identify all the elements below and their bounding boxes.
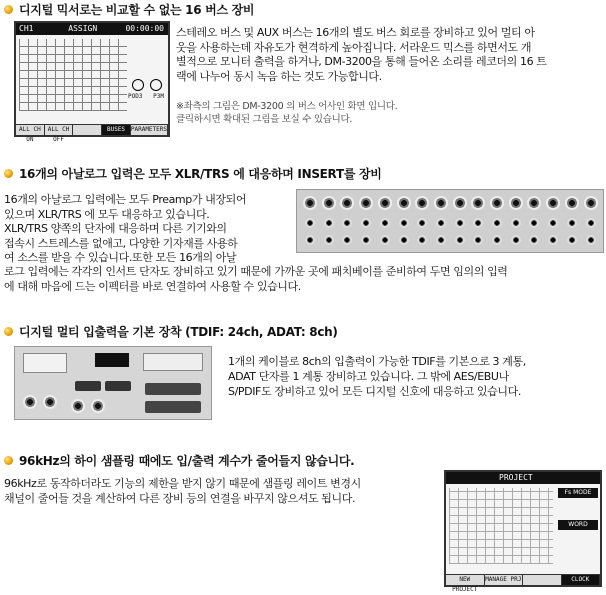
insert-jack-icon	[324, 235, 334, 245]
xlr-jack-icon	[378, 196, 392, 210]
section-3-body	[228, 354, 604, 399]
trs-jack-icon	[342, 218, 352, 228]
xlr-jack-icon	[322, 196, 336, 210]
bullet-icon	[4, 456, 13, 465]
insert-jack-icon	[380, 235, 390, 245]
screen-tabbar	[446, 574, 600, 593]
insert-jack-icon	[511, 235, 521, 245]
trs-jack-icon	[492, 218, 502, 228]
screen-tab: ALL CH OFF	[45, 125, 74, 135]
body-line: 로그 입력에는 각각의 인서트 단자도 장비하고 있기 때문에 가까운 곳에 패치베이를 준비하여 두면 임의의 입력	[4, 265, 508, 278]
trs-jack-icon	[380, 218, 390, 228]
project-clock-screen-image[interactable]	[444, 470, 602, 593]
trs-jack-icon	[324, 218, 334, 228]
xlr-jack-icon	[434, 196, 448, 210]
screen-tab: ALL CH ON	[16, 125, 45, 135]
section-4-body	[4, 477, 436, 506]
body-line: S/PDIF도 장비하고 있어 모든 디지털 신호에 대응하고 있습니다.	[228, 385, 521, 398]
bullet-icon	[4, 327, 13, 336]
screen-tab: NEW PROJECT	[446, 575, 485, 585]
insert-jack-icon	[548, 235, 558, 245]
xlr-jack-icon	[397, 196, 411, 210]
body-line: 랙에 나누어 동시 녹음 하는 것도 가능합니다.	[176, 69, 382, 83]
screen-channel-label: CH1	[19, 24, 34, 33]
screen-tab: MANAGE PRJ	[485, 576, 522, 583]
xlr-jack-icon	[453, 196, 467, 210]
trs-jack-icon	[529, 218, 539, 228]
assign-grid	[19, 39, 127, 111]
body-line: 에 대해 마음에 드는 이펙터를 바로 연결하여 사용할 수 있습니다.	[4, 279, 301, 293]
knob-icon	[150, 79, 162, 91]
trs-jack-icon	[305, 218, 315, 228]
body-line: 접속시 스트레스를 없애고, 다양한 기자재를 사용하	[4, 236, 238, 250]
section-4-heading	[4, 452, 354, 469]
knob-label: P3M	[153, 93, 164, 100]
note-line: 클릭하시면 확대된 그림을 보실 수 있습니다.	[176, 114, 353, 125]
screen-tab	[523, 575, 562, 585]
xlr-jack-icon	[340, 196, 354, 210]
screen-tab: CLOCK	[562, 575, 601, 585]
insert-jack-icon	[492, 235, 502, 245]
fs-mode-label: Fs MODE	[558, 488, 598, 498]
bullet-icon	[4, 5, 13, 14]
xlr-jack-icon	[303, 196, 317, 210]
xlr-jack-icon	[415, 196, 429, 210]
xlr-jack-icon	[490, 196, 504, 210]
bus-assign-screen-image[interactable]	[14, 21, 170, 143]
section-3-title: 디지털 멀티 입출력을 기본 장착 (TDIF: 24ch, ADAT: 8ch)	[19, 325, 338, 339]
trs-jack-icon	[567, 218, 577, 228]
xlr-jack-icon	[471, 196, 485, 210]
xlr-jack-icon	[565, 196, 579, 210]
screen-knobs	[128, 93, 164, 100]
xlr-jack-icon	[584, 196, 598, 210]
trs-jack-icon	[586, 218, 596, 228]
insert-jack-icon	[417, 235, 427, 245]
trs-jack-icon	[436, 218, 446, 228]
body-line: ADAT 단자를 1 계통 장비하고 있습니다. 그 밖에 AES/EBU나	[228, 370, 509, 383]
body-line: 있으며 XLR/TRS 에 모두 대응하고 있습니다.	[4, 207, 210, 221]
trs-jack-icon	[511, 218, 521, 228]
xlr-jack-icon	[546, 196, 560, 210]
screen-tab: PARAMETERS	[130, 126, 167, 133]
section-1-title: 디지털 믹서로는 비교할 수 없는 16 버스 장비	[19, 3, 255, 17]
section-1-body	[176, 26, 604, 84]
insert-jack-icon	[473, 235, 483, 245]
section-2-heading	[4, 165, 382, 182]
insert-jack-icon	[305, 235, 315, 245]
trs-jack-icon	[455, 218, 465, 228]
section-3-heading	[4, 323, 338, 340]
body-line: XLR/TRS 양쪽의 단자에 대응하며 다른 기기와의	[4, 222, 227, 235]
trs-jack-icon	[417, 218, 427, 228]
body-line: 채널이 줄어들 것을 계산하여 다른 장비 등의 연결을 바꾸지 않으셔도 됩니다.	[4, 491, 356, 505]
body-line: 1개의 케이블로 8ch의 입출력이 가능한 TDIF를 기본으로 3 계통,	[228, 355, 526, 368]
screen-clock: 00:00:00	[125, 24, 164, 33]
body-line: 웃을 사용하는데 자유도가 현격하게 높아집니다. 서라운드 믹스를 하면서도 개	[176, 40, 532, 54]
body-line: 스테레오 버스 및 AUX 버스는 16개의 별도 버스 회로를 장비하고 있어 멀티 아	[176, 26, 535, 39]
insert-jack-icon	[436, 235, 446, 245]
insert-jack-icon	[586, 235, 596, 245]
screen-title: PROJECT	[499, 473, 533, 482]
trs-jack-icon	[361, 218, 371, 228]
trs-jack-icon	[548, 218, 558, 228]
screen-tab	[73, 125, 102, 135]
screen-tab: BUSES	[102, 125, 131, 135]
section-4-title: 96kHz의 하이 샘플링 때에도 입/출력 계수가 줄어들지 않습니다.	[19, 454, 355, 468]
knob-icon	[132, 79, 144, 91]
bullet-icon	[4, 169, 13, 178]
body-line: 여 소스를 받을 수 있습니다.또한 모든 16개의 아날	[4, 251, 237, 264]
clock-grid	[449, 488, 553, 564]
insert-jack-icon	[567, 235, 577, 245]
section-2-body-wrapped	[4, 193, 294, 266]
screen-tabbar	[16, 124, 168, 143]
analog-input-panel-image	[296, 189, 604, 253]
insert-jack-icon	[361, 235, 371, 245]
insert-jack-icon	[455, 235, 465, 245]
xlr-jack-icon	[509, 196, 523, 210]
trs-jack-icon	[473, 218, 483, 228]
insert-jack-icon	[342, 235, 352, 245]
screen-title: ASSIGN	[68, 24, 98, 33]
knob-label: POD3	[128, 93, 143, 100]
section-2-title: 16개의 아날로그 입력은 모두 XLR/TRS 에 대응하며 INSERT를 장비	[19, 167, 382, 181]
trs-jack-icon	[399, 218, 409, 228]
section-2-body-full	[4, 265, 604, 294]
digital-io-panel-image	[14, 346, 212, 420]
xlr-jack-icon	[359, 196, 373, 210]
word-label: WORD	[558, 520, 598, 530]
section-1-heading	[4, 1, 254, 18]
body-line: 96kHz로 동작하더라도 기능의 제한을 받지 않기 때문에 샘플링 레이트 변경시	[4, 477, 361, 490]
insert-jack-icon	[529, 235, 539, 245]
insert-jack-icon	[399, 235, 409, 245]
body-line: 별적으로 모니터 출력을 하거나, DM-3200을 통해 들어온 소리를 레코더의 16 트	[176, 55, 547, 68]
xlr-jack-icon	[527, 196, 541, 210]
section-1-note	[176, 100, 596, 126]
note-line: ※좌측의 그림은 DM-3200 의 버스 어사인 화면 입니다.	[176, 101, 398, 112]
body-line: 16개의 아날로그 입력에는 모두 Preamp가 내장되어	[4, 193, 247, 206]
